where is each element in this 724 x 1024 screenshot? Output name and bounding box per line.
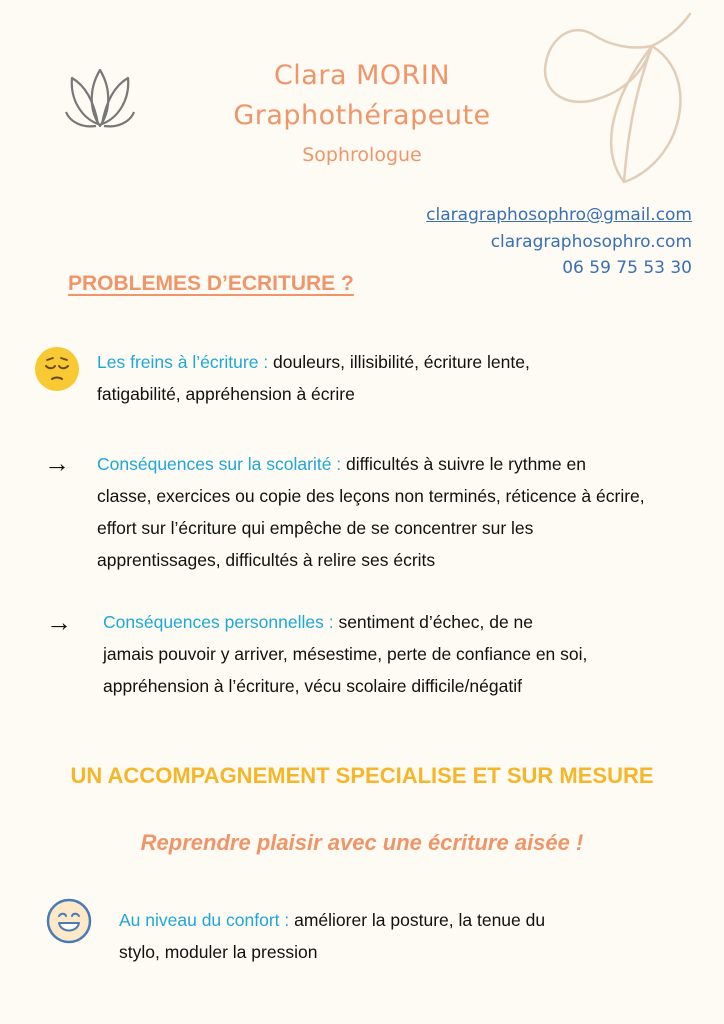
- item-label: Conséquences personnelles :: [103, 612, 334, 632]
- item-text: difficultés à suivre le rythme en: [341, 454, 586, 474]
- phone-text: 06 59 75 53 30: [562, 258, 692, 278]
- item-text: classe, exercices ou copie des leçons non terminés, réticence à écrire,: [97, 486, 645, 506]
- item-label: Conséquences sur la scolarité :: [97, 454, 342, 474]
- practitioner-subtitle: Sophrologue: [302, 144, 422, 166]
- slogan: Reprendre plaisir avec une écriture aisée !: [140, 830, 584, 855]
- item-text: effort sur l’écriture qui empêche de se concentrer sur les: [97, 518, 534, 538]
- item-label: Au niveau du confort :: [119, 910, 290, 930]
- item-text: fatigabilité, appréhension à écrire: [97, 384, 355, 404]
- practitioner-title: Graphothérapeute: [233, 100, 491, 131]
- email-link[interactable]: claragraphosophro@gmail.com: [426, 205, 692, 225]
- section-title: PROBLEMES D’ECRITURE ?: [68, 272, 354, 295]
- list-item: [97, 346, 697, 410]
- item-text: sentiment d’échec, de ne: [333, 612, 534, 632]
- accompaniment-title: UN ACCOMPAGNEMENT SPECIALISE ET SUR MESURE: [70, 763, 654, 788]
- list-item: [103, 606, 703, 702]
- item-text: stylo, moduler la pression: [119, 942, 318, 962]
- arrow-right-icon: →: [46, 607, 72, 637]
- list-item: [119, 904, 699, 968]
- item-text: jamais pouvoir y arriver, mésestime, perte de confiance en soi,: [103, 644, 588, 664]
- item-label: Les freins à l’écriture :: [97, 352, 269, 372]
- practitioner-name: Clara MORIN: [273, 60, 451, 91]
- list-item: [97, 448, 722, 576]
- item-text: appréhension à l’écriture, vécu scolaire difficile/négatif: [103, 676, 522, 696]
- arrow-right-icon: →: [44, 448, 70, 478]
- website-text: claragraphosophro.com: [490, 232, 692, 252]
- smiley-icon: [46, 898, 92, 944]
- item-text: douleurs, illisibilité, écriture lente,: [268, 352, 530, 372]
- item-text: améliorer la posture, la tenue du: [289, 910, 546, 930]
- sad-face-icon: [34, 346, 80, 392]
- item-text: apprentissages, difficultés à relire ses écrits: [97, 550, 436, 570]
